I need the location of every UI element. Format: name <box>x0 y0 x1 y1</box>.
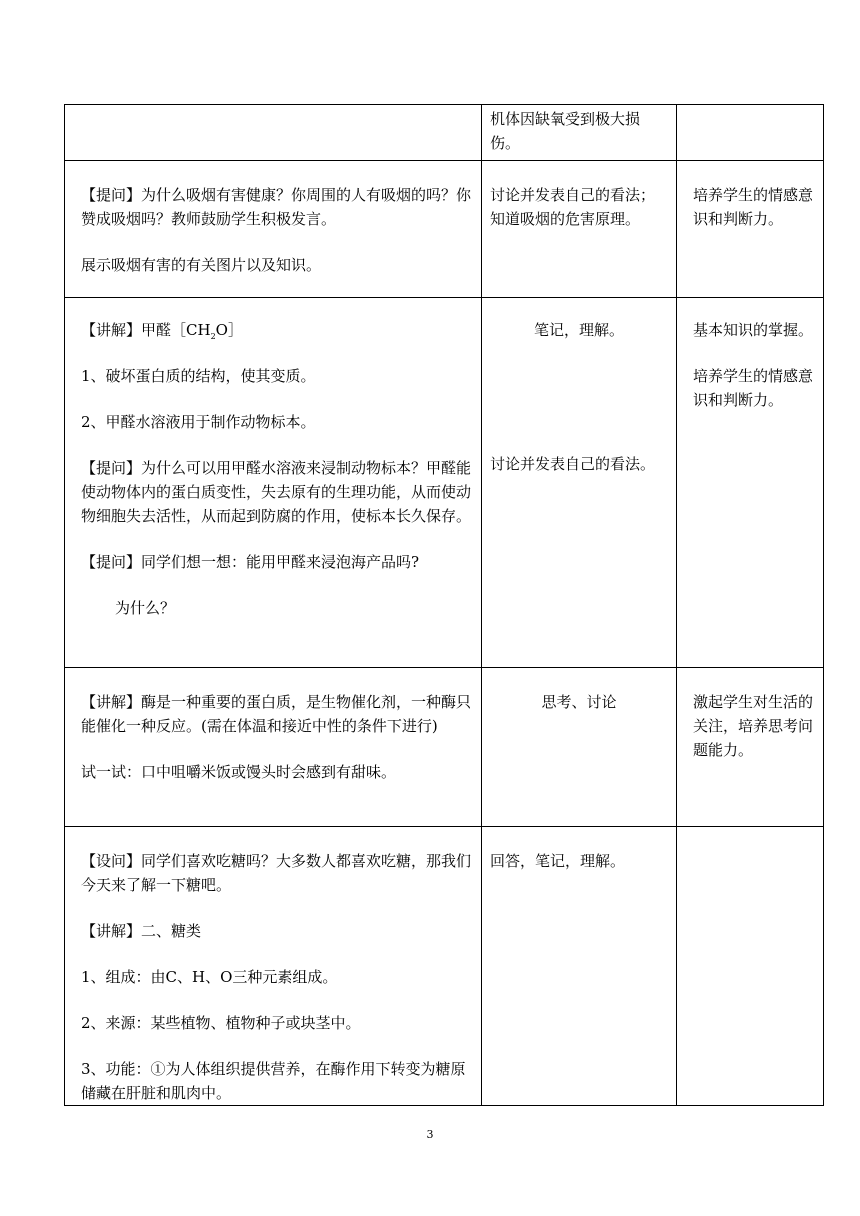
cell-text: 培养学生的情感意识和判断力。 <box>693 367 814 409</box>
student-activity-cell <box>482 161 677 298</box>
teacher-activity-cell <box>65 668 482 827</box>
table-row <box>65 827 824 1106</box>
table-row <box>65 161 824 298</box>
cell-text: 1、破坏蛋白质的结构，使其变质。 <box>81 367 316 385</box>
cell-text: 基本知识的掌握。 <box>693 321 814 339</box>
student-activity-cell <box>482 668 677 827</box>
teacher-activity-cell <box>65 105 482 161</box>
design-intent-cell <box>677 161 824 298</box>
cell-text: 讨论并发表自己的看法；知道吸烟的危害原理。 <box>490 186 656 228</box>
cell-text: 【提问】为什么吸烟有害健康？你周围的人有吸烟的吗？你赞成吸烟吗？教师鼓励学生积极发言。 <box>81 186 472 228</box>
cell-text: 2、甲醛水溶液用于制作动物标本。 <box>81 413 316 431</box>
table-row <box>65 105 824 161</box>
page-number: 3 <box>426 1128 434 1141</box>
cell-text: 【讲解】二、糖类 <box>81 922 202 940</box>
cell-text: 思考、讨论 <box>541 693 617 711</box>
design-intent-cell <box>677 105 824 161</box>
cell-text: 回答，笔记，理解。 <box>490 852 626 870</box>
cell-text: 3、功能：①为人体组织提供营养，在酶作用下转变为糖原储藏在肝脏和肌肉中。 <box>81 1060 466 1102</box>
cell-text: 【讲解】酶是一种重要的蛋白质，是生物催化剂，一种酶只能催化一种反应。(需在体温和接近中性的条件下进行) <box>81 693 472 735</box>
teacher-activity-cell <box>65 298 482 668</box>
cell-text: 激起学生对生活的关注，培养思考问题能力。 <box>693 693 814 759</box>
teacher-activity-cell <box>65 827 482 1106</box>
cell-text: 【提问】为什么可以用甲醛水溶液来浸制动物标本？甲醛能使动物体内的蛋白质变性，失去原有的生理功能，从而使动物细胞失去活性，从而起到防腐的作用，使标本长久保存。 <box>81 459 472 525</box>
cell-text: 试一试：口中咀嚼米饭或馒头时会感到有甜味。 <box>81 763 397 781</box>
design-intent-cell <box>677 668 824 827</box>
cell-text: 【设问】同学们喜欢吃糖吗？大多数人都喜欢吃糖，那我们今天来了解一下糖吧。 <box>81 852 472 894</box>
design-intent-cell <box>677 827 824 1106</box>
cell-text: 讨论并发表自己的看法。 <box>490 455 656 473</box>
table-row <box>65 298 824 668</box>
lesson-plan-table <box>64 104 824 1106</box>
cell-text: 展示吸烟有害的有关图片以及知识。 <box>81 256 322 274</box>
cell-text: 笔记，理解。 <box>533 321 624 339</box>
student-activity-cell <box>482 827 677 1106</box>
formaldehyde-heading: 【讲解】甲醛$[CH_2O]$ <box>81 321 243 341</box>
teacher-activity-cell <box>65 161 482 298</box>
student-activity-cell <box>482 105 677 161</box>
table-row <box>65 668 824 827</box>
cell-text: 机体因缺氧受到极大损伤。 <box>490 110 641 152</box>
student-activity-cell <box>482 298 677 668</box>
cell-text: 2、来源：某些植物、植物种子或块茎中。 <box>81 1014 361 1032</box>
cell-text: 培养学生的情感意识和判断力。 <box>693 186 814 228</box>
cell-text: 1、组成：由C、H、O三种元素组成。 <box>81 968 338 986</box>
cell-text: 【提问】同学们想一想：能用甲醛来浸泡海产品吗? <box>81 553 420 571</box>
design-intent-cell <box>677 298 824 668</box>
cell-text: 为什么？ <box>115 599 176 617</box>
